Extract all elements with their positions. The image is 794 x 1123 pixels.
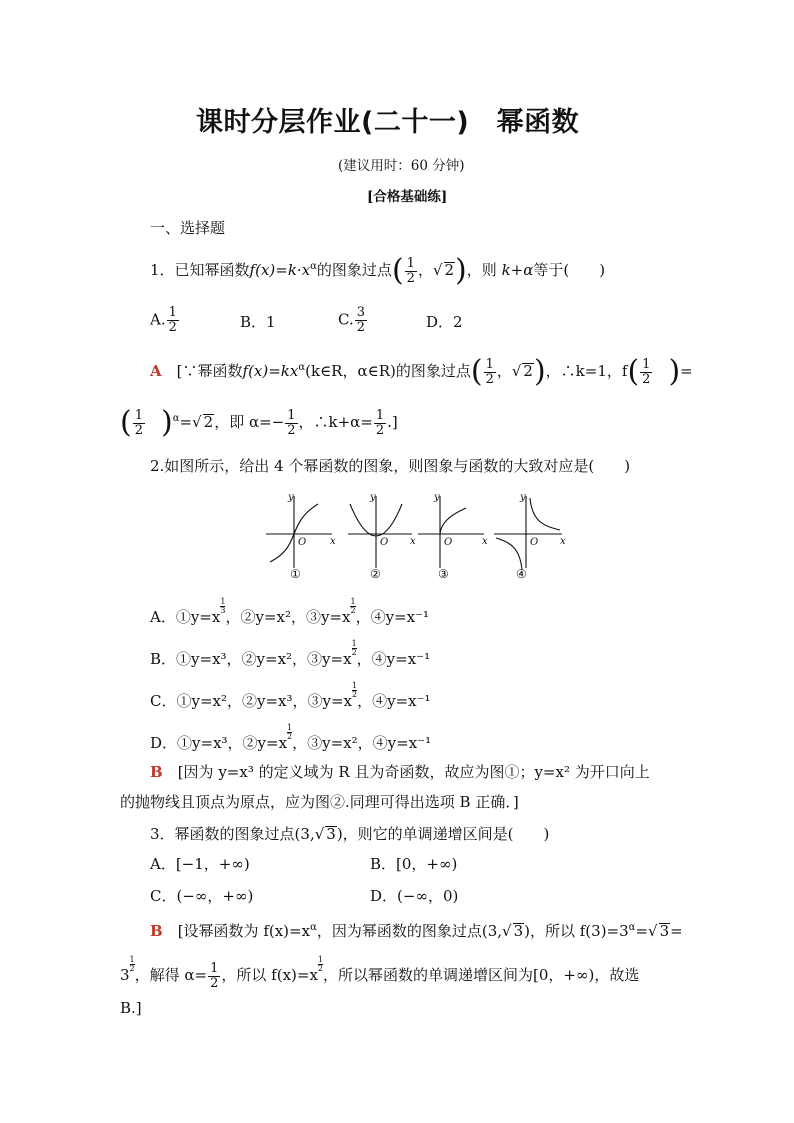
graph-label-3: ③	[438, 567, 449, 581]
q1-option-a: A. $\frac{1}{2}$	[150, 305, 177, 335]
q3-option-b: B．[0，+∞)	[370, 855, 458, 873]
q2-answer: B	[150, 763, 163, 781]
q1-option-b: B．1	[240, 313, 276, 331]
q1-option-d: D．2	[426, 313, 463, 331]
svg-text:y: y	[370, 492, 376, 503]
svg-text:O: O	[380, 537, 389, 548]
svg-text:x: x	[330, 536, 336, 547]
q3-solution-line3: B.]	[120, 999, 142, 1017]
graph4-curve-left	[496, 538, 522, 570]
svg-text:x: x	[560, 536, 566, 547]
svg-text:O: O	[298, 537, 307, 548]
q3-solution-line2: 3 $\frac{1}{2}$ ，解得 α= $\frac{1}{2}$ ，所以 f(x)=x $\frac{1}{2}$ ，所以幂函数的单调递增区间为[0，+∞)，故选	[120, 955, 640, 991]
q3-stem: 3．幂函数的图象过点(3,√ 3)，则它的单调递增区间是( )	[150, 825, 550, 843]
graph3-curve	[440, 508, 466, 534]
q1-solution-line1: A [∵幂函数$f(x)=kx^\alpha(k\in R$，α∈R)的图象过点( $\frac{1}{2}$ ，√ 2)，∴k=1，f( $\frac{1}{2}$ )=	[150, 354, 693, 389]
svg-text:O: O	[530, 537, 539, 548]
q2-stem: 2.如图所示，给出 4 个幂函数的图象，则图象与函数的大致对应是( )	[150, 457, 631, 475]
q3-option-c: C．(−∞，+∞)	[150, 887, 254, 905]
page-title: 课时分层作业(二十一) 幂函数	[196, 107, 580, 138]
svg-text:y: y	[520, 492, 526, 503]
q2-solution-line2: 的抛物线且顶点为原点，应为图②.同理可得出选项 B 正确．]	[120, 793, 519, 811]
q3-solution-line1: B [设幂函数为 $f(x)=x^\alpha$，因为幂函数的图象过点(3,√ 3)，所以 $f(3)=3^\alpha=√$ 3=	[150, 922, 683, 940]
time-note: (建议用时：60 分钟)	[338, 158, 465, 174]
svg-text:y: y	[288, 492, 294, 503]
q1-solution-line2: ( $\frac{1}{2}$ )$^\alpha$=√ 2，即 α=− $\frac{1}{2}$ ，∴k+α= $\frac{1}{2}$ .]	[120, 405, 398, 440]
svg-text:x: x	[482, 536, 488, 547]
section-tag: [合格基础练]	[367, 189, 448, 205]
q2-option-b: B．①y=x³，②y=x²，③y=x $\frac{1}{2}$ ，④y=x⁻¹	[150, 639, 431, 668]
q1-answer: A	[150, 362, 162, 380]
q1-option-c: C. $\frac{3}{2}$	[338, 305, 365, 335]
svg-text:O: O	[444, 537, 453, 548]
q3-option-d: D．(−∞，0)	[370, 887, 459, 905]
q2-option-d: D．①y=x³，②y=x $\frac{1}{2}$ ，③y=x²，④y=x⁻¹	[150, 723, 432, 752]
q1-stem: 1．已知幂函数$f(x)=k\cdot x^\alpha$的图象过点( $\frac{1}{2}$ ，√ 2)，则 k+α等于( )	[150, 253, 606, 288]
svg-text:x: x	[410, 536, 416, 547]
q2-option-c: C．①y=x²，②y=x³，③y=x $\frac{1}{2}$ ，④y=x⁻¹	[150, 681, 431, 710]
part-heading: 一、选择题	[150, 219, 226, 237]
graph-label-4: ④	[516, 567, 527, 581]
graph-label-1: ①	[290, 567, 301, 581]
graph4-curve-right	[530, 498, 560, 530]
q3-option-a: A．[−1，+∞)	[150, 855, 250, 873]
q2-graphs	[262, 490, 568, 582]
svg-text:y: y	[434, 492, 440, 503]
graph-label-2: ②	[370, 567, 381, 581]
q2-solution-line1: B [因为 y=x³ 的定义域为 R 且为奇函数，故应为图①；y=x² 为开口向上	[150, 763, 650, 781]
q3-answer: B	[150, 922, 163, 940]
q2-option-a: A．①y=x $\frac{1}{3}$ ，②y=x²，③y=x $\frac{1}{2}$ ，④y=x⁻¹	[150, 597, 429, 626]
